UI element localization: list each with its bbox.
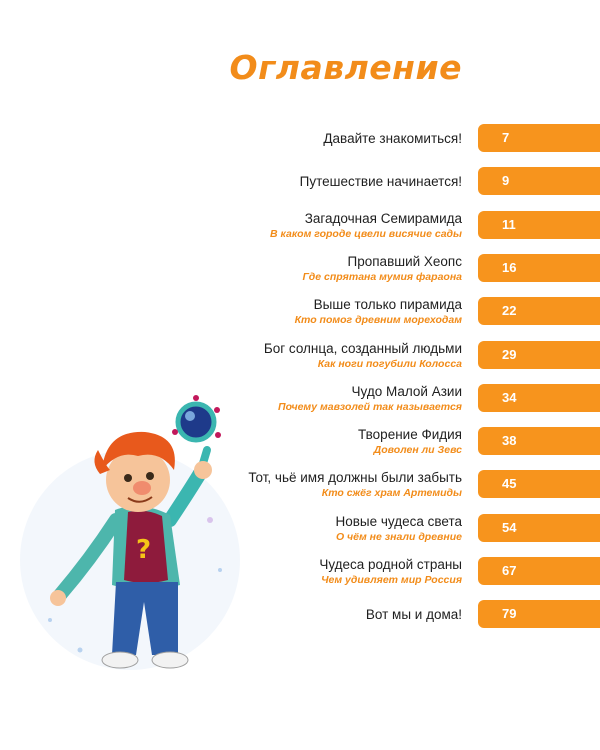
toc-entry-text — [132, 167, 462, 197]
toc-entry[interactable] — [0, 211, 600, 241]
toc-entry-text — [132, 254, 462, 284]
toc-entry-subtitle: Где спрятана мумия фараона — [302, 270, 462, 283]
toc-entry-title: Чудеса родной страны — [319, 557, 462, 572]
toc-entry-title: Давайте знакомиться! — [323, 131, 462, 146]
toc-entry-text — [132, 297, 462, 327]
toc-page-number[interactable]: 79 — [478, 600, 600, 628]
toc-entry[interactable] — [0, 167, 600, 197]
toc-page-number[interactable]: 38 — [478, 427, 600, 455]
toc-entry-subtitle: В каком городе цвели висячие сады — [270, 227, 462, 240]
toc-page-number[interactable]: 54 — [478, 514, 600, 542]
toc-page-number[interactable]: 9 — [478, 167, 600, 195]
toc-entry[interactable] — [0, 341, 600, 371]
toc-entry-title: Чудо Малой Азии — [351, 383, 462, 399]
boy-illustration-icon — [20, 370, 250, 685]
toc-entry-title: Пропавший Хеопс — [347, 253, 462, 269]
toc-entry-subtitle: Кто помог древним мореходам — [294, 314, 462, 327]
toc-page-number[interactable]: 7 — [478, 124, 600, 152]
toc-entry-subtitle: О чём не знали древние — [335, 530, 462, 543]
toc-entry[interactable] — [0, 254, 600, 284]
toc-entry-text — [132, 341, 462, 371]
toc-entry[interactable] — [0, 297, 600, 327]
toc-entry-subtitle: Чем удивляет мир Россия — [321, 574, 462, 586]
toc-entry-subtitle: Кто сжёг храм Артемиды — [321, 487, 462, 500]
toc-entry-subtitle: Почему мавзолей так называется — [278, 400, 462, 413]
toc-entry-subtitle: Доволен ли Зевс — [373, 444, 462, 457]
toc-entry-title: Творение Фидия — [358, 427, 462, 443]
toc-entry-title: Выше только пирамида — [313, 297, 462, 313]
toc-page-number[interactable]: 34 — [478, 384, 600, 412]
toc-entry-title: Новые чудеса света — [335, 513, 462, 529]
toc-page-number[interactable]: 11 — [478, 211, 600, 239]
toc-page-number[interactable]: 16 — [478, 254, 600, 282]
toc-entry-title: Загадочная Семирамида — [304, 210, 462, 226]
toc-page-number[interactable]: 67 — [478, 557, 600, 585]
toc-entry-title: Бог солнца, созданный людьми — [263, 340, 462, 356]
toc-entry-text — [132, 124, 462, 154]
toc-entry-title: Тот, чьё имя должны были забыть — [248, 470, 462, 486]
toc-entry-title: Вот мы и дома! — [365, 607, 462, 623]
svg-text:?: ? — [136, 535, 152, 565]
toc-entry[interactable] — [0, 124, 600, 154]
toc-entry-subtitle: Как ноги погубили Колосса — [317, 357, 462, 370]
toc-page-number[interactable]: 45 — [478, 470, 600, 498]
toc-page-number[interactable]: 29 — [478, 341, 600, 369]
toc-page-number[interactable]: 22 — [478, 297, 600, 325]
toc-entry-text — [132, 211, 462, 241]
toc-entry-title: Путешествие начинается! — [299, 174, 462, 190]
page-title: Оглавление — [229, 48, 462, 87]
